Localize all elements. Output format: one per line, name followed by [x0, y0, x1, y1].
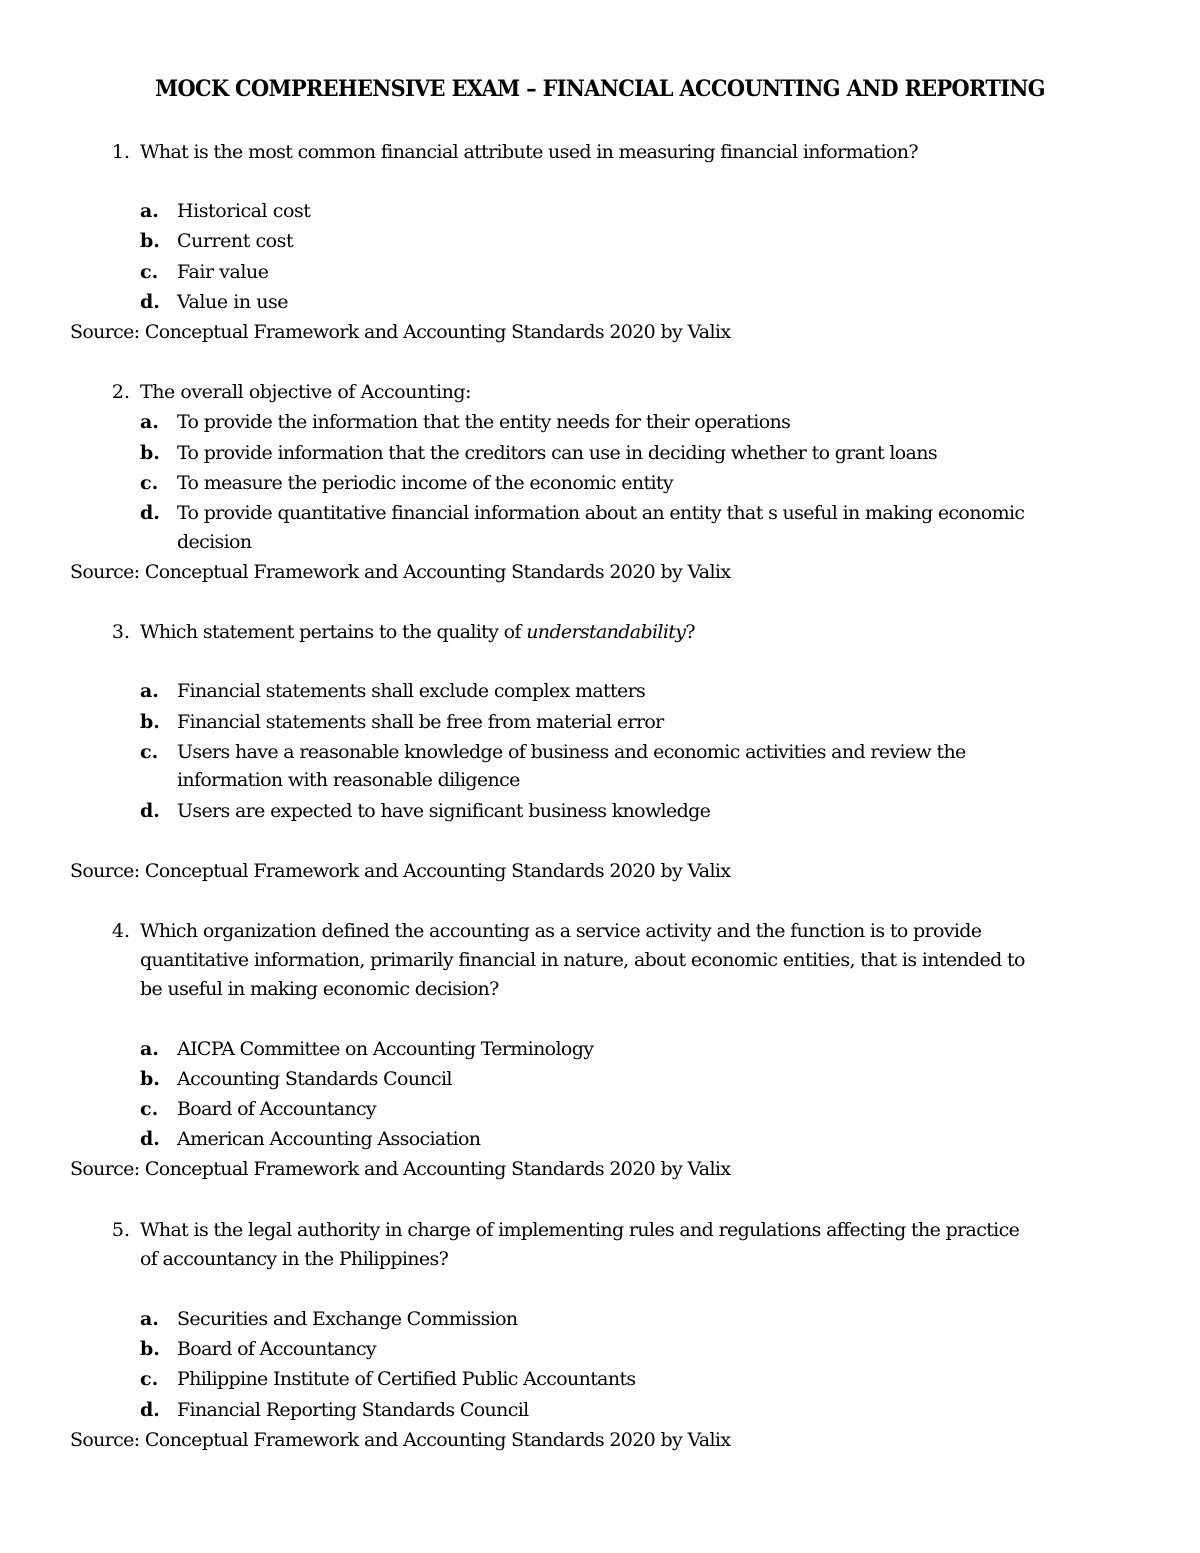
option-text: Accounting Standards Council [177, 1068, 452, 1090]
source-citation: Source: Conceptual Framework and Accounting Standards 2020 by Valix [70, 1158, 731, 1180]
option-text: To provide quantitative financial information about an entity that s useful in making economic [177, 502, 1025, 524]
option-letter: c. [140, 1098, 159, 1120]
source-citation: Source: Conceptual Framework and Accounting Standards 2020 by Valix [70, 860, 731, 882]
question-text: be useful in making economic decision? [140, 978, 499, 1000]
question-number: 4. [111, 920, 130, 942]
option-letter: b. [140, 442, 160, 464]
option-letter: c. [140, 1368, 159, 1390]
option-letter: a. [140, 200, 159, 222]
option-text: American Accounting Association [177, 1128, 481, 1150]
option-text: To measure the periodic income of the economic entity [177, 472, 673, 494]
option-letter: b. [140, 230, 160, 252]
question-number: 3. [111, 621, 130, 643]
option-text: To provide the information that the entity needs for their operations [177, 411, 791, 433]
option-text: Board of Accountancy [177, 1338, 377, 1360]
option-text: Value in use [177, 291, 289, 313]
source-citation: Source: Conceptual Framework and Accounting Standards 2020 by Valix [70, 1429, 731, 1451]
option-text: Board of Accountancy [177, 1098, 377, 1120]
option-text: AICPA Committee on Accounting Terminology [177, 1038, 594, 1060]
option-text: Securities and Exchange Commission [177, 1308, 518, 1330]
question-text: The overall objective of Accounting: [140, 381, 472, 403]
question-text-suffix: ? [685, 621, 695, 643]
option-letter: d. [140, 1399, 160, 1421]
option-text: Financial statements shall exclude complex matters [177, 680, 646, 702]
option-text: Philippine Institute of Certified Public Accountants [177, 1368, 636, 1390]
question-text: quantitative information, primarily financial in nature, about economic entities, that is intended to [140, 949, 1025, 971]
question-text: Which organization defined the accounting as a service activity and the function is to provide [140, 920, 982, 942]
option-letter: a. [140, 1308, 159, 1330]
option-text: Users have a reasonable knowledge of business and economic activities and review the [177, 741, 966, 763]
option-letter: b. [140, 1068, 160, 1090]
page-title: MOCK COMPREHENSIVE EXAM – FINANCIAL ACCOUNTING AND REPORTING [155, 76, 1045, 102]
source-citation: Source: Conceptual Framework and Accounting Standards 2020 by Valix [70, 321, 731, 343]
option-letter: c. [140, 472, 159, 494]
option-text-continued: information with reasonable diligence [177, 769, 520, 791]
question-text [140, 617, 695, 647]
option-letter: a. [140, 411, 159, 433]
question-number: 1. [111, 141, 130, 163]
option-letter: d. [140, 502, 160, 524]
option-text: Current cost [177, 230, 294, 252]
option-letter: a. [140, 680, 159, 702]
question-number: 5. [111, 1219, 130, 1241]
option-text: Fair value [177, 261, 269, 283]
option-letter: b. [140, 1338, 160, 1360]
question-text-prefix: Which statement pertains to the quality of [140, 621, 527, 643]
option-letter: b. [140, 711, 160, 733]
option-text: Financial Reporting Standards Council [177, 1399, 529, 1421]
question-number: 2. [111, 381, 130, 403]
option-letter: c. [140, 741, 159, 763]
option-text: Historical cost [177, 200, 311, 222]
option-text: Financial statements shall be free from material error [177, 711, 664, 733]
option-text-continued: decision [177, 531, 252, 553]
question-text-emphasis: understandability [526, 621, 686, 643]
option-text: To provide information that the creditors can use in deciding whether to grant loans [177, 442, 937, 464]
source-citation: Source: Conceptual Framework and Accounting Standards 2020 by Valix [70, 561, 731, 583]
option-text: Users are expected to have significant business knowledge [177, 800, 711, 822]
option-letter: d. [140, 1128, 160, 1150]
question-text: What is the most common financial attribute used in measuring financial information? [140, 141, 918, 163]
option-letter: c. [140, 261, 159, 283]
option-letter: d. [140, 800, 160, 822]
question-text: of accountancy in the Philippines? [140, 1248, 449, 1270]
option-letter: a. [140, 1038, 159, 1060]
option-letter: d. [140, 291, 160, 313]
question-text: What is the legal authority in charge of implementing rules and regulations affecting the practice [140, 1219, 1020, 1241]
